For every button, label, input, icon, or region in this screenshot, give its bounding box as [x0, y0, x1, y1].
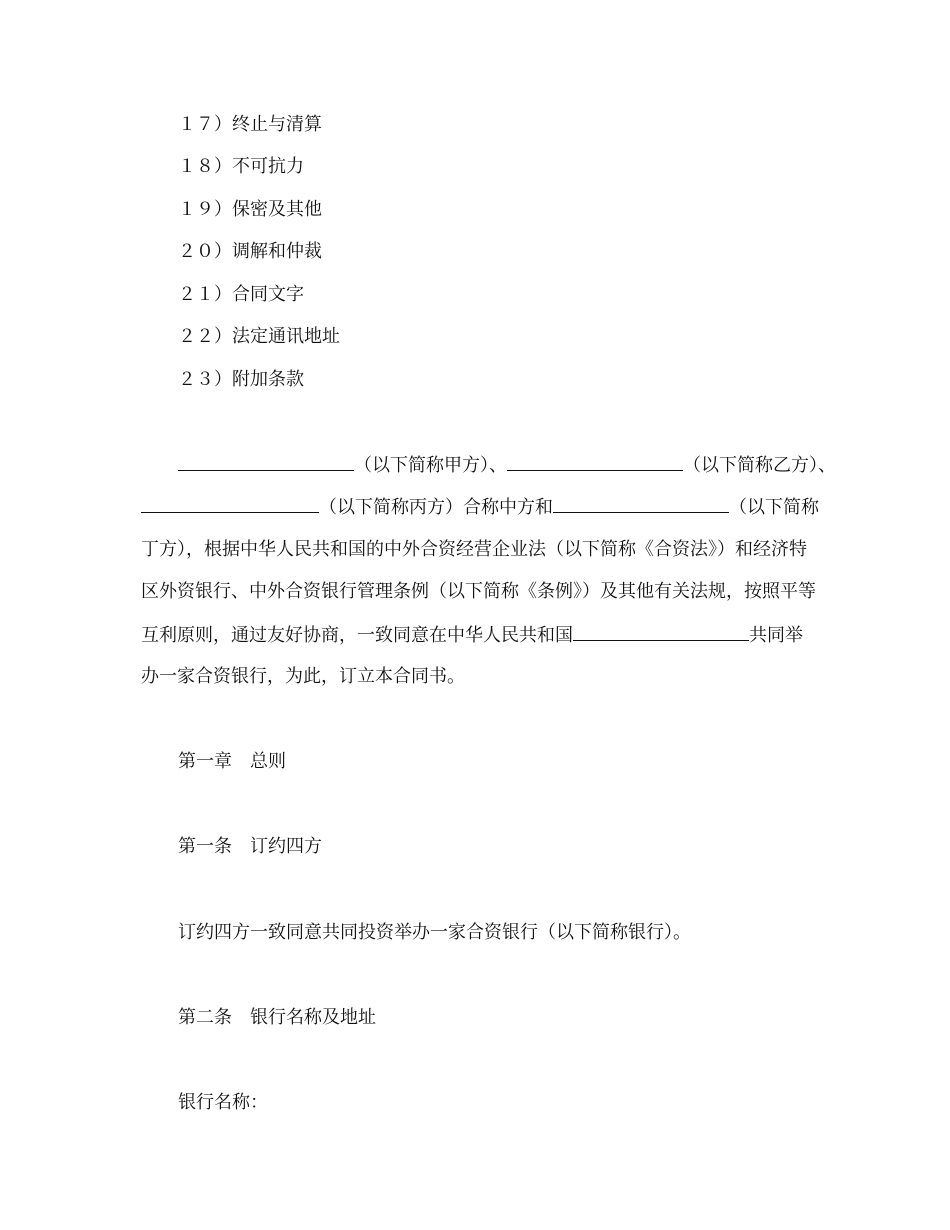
- blank-field: [178, 454, 354, 471]
- chapter-title: 第一章 总则: [178, 751, 286, 772]
- toc-item: １８）不可抗力: [178, 156, 304, 177]
- preamble-line: 丁方），根据中华人民共和国的中外合资经营企业法（以下简称《合资法》）和经济特: [141, 539, 807, 560]
- preamble-text: （以下简称: [729, 497, 819, 518]
- toc-item: １７）终止与清算: [178, 114, 322, 135]
- article-title: 第一条 订约四方: [178, 836, 322, 857]
- preamble-text: 共同举: [749, 625, 803, 646]
- preamble-text: 互利原则，通过友好协商，一致同意在中华人民共和国: [141, 625, 573, 646]
- preamble-line: 办一家合资银行，为此，订立本合同书。: [141, 666, 465, 687]
- blank-field: [573, 624, 749, 641]
- preamble-line: 区外资银行、中外合资银行管理条例（以下简称《条例》）及其他有关法规，按照平等: [141, 581, 816, 602]
- preamble-text: （以下简称乙方）、: [683, 455, 836, 476]
- toc-item: ２１）合同文字: [178, 284, 304, 305]
- preamble-line: [141, 624, 803, 647]
- field-label: 银行名称：: [178, 1092, 268, 1113]
- blank-field: [553, 496, 729, 513]
- toc-item: ２０）调解和仲裁: [178, 241, 322, 262]
- toc-item: ２２）法定通讯地址: [178, 326, 340, 347]
- toc-item: ２３）附加条款: [178, 369, 304, 390]
- article-title: 第二条 银行名称及地址: [178, 1007, 376, 1028]
- preamble-text: （以下简称丙方）合称中方和: [319, 497, 553, 518]
- preamble-text: （以下简称甲方）、: [354, 455, 507, 476]
- blank-field: [141, 496, 319, 513]
- blank-field: [507, 454, 683, 471]
- preamble-line: [141, 496, 819, 519]
- toc-item: １９）保密及其他: [178, 199, 322, 220]
- article-body: 订约四方一致同意共同投资举办一家合资银行（以下简称银行）。: [178, 922, 691, 943]
- preamble-line: [178, 454, 836, 477]
